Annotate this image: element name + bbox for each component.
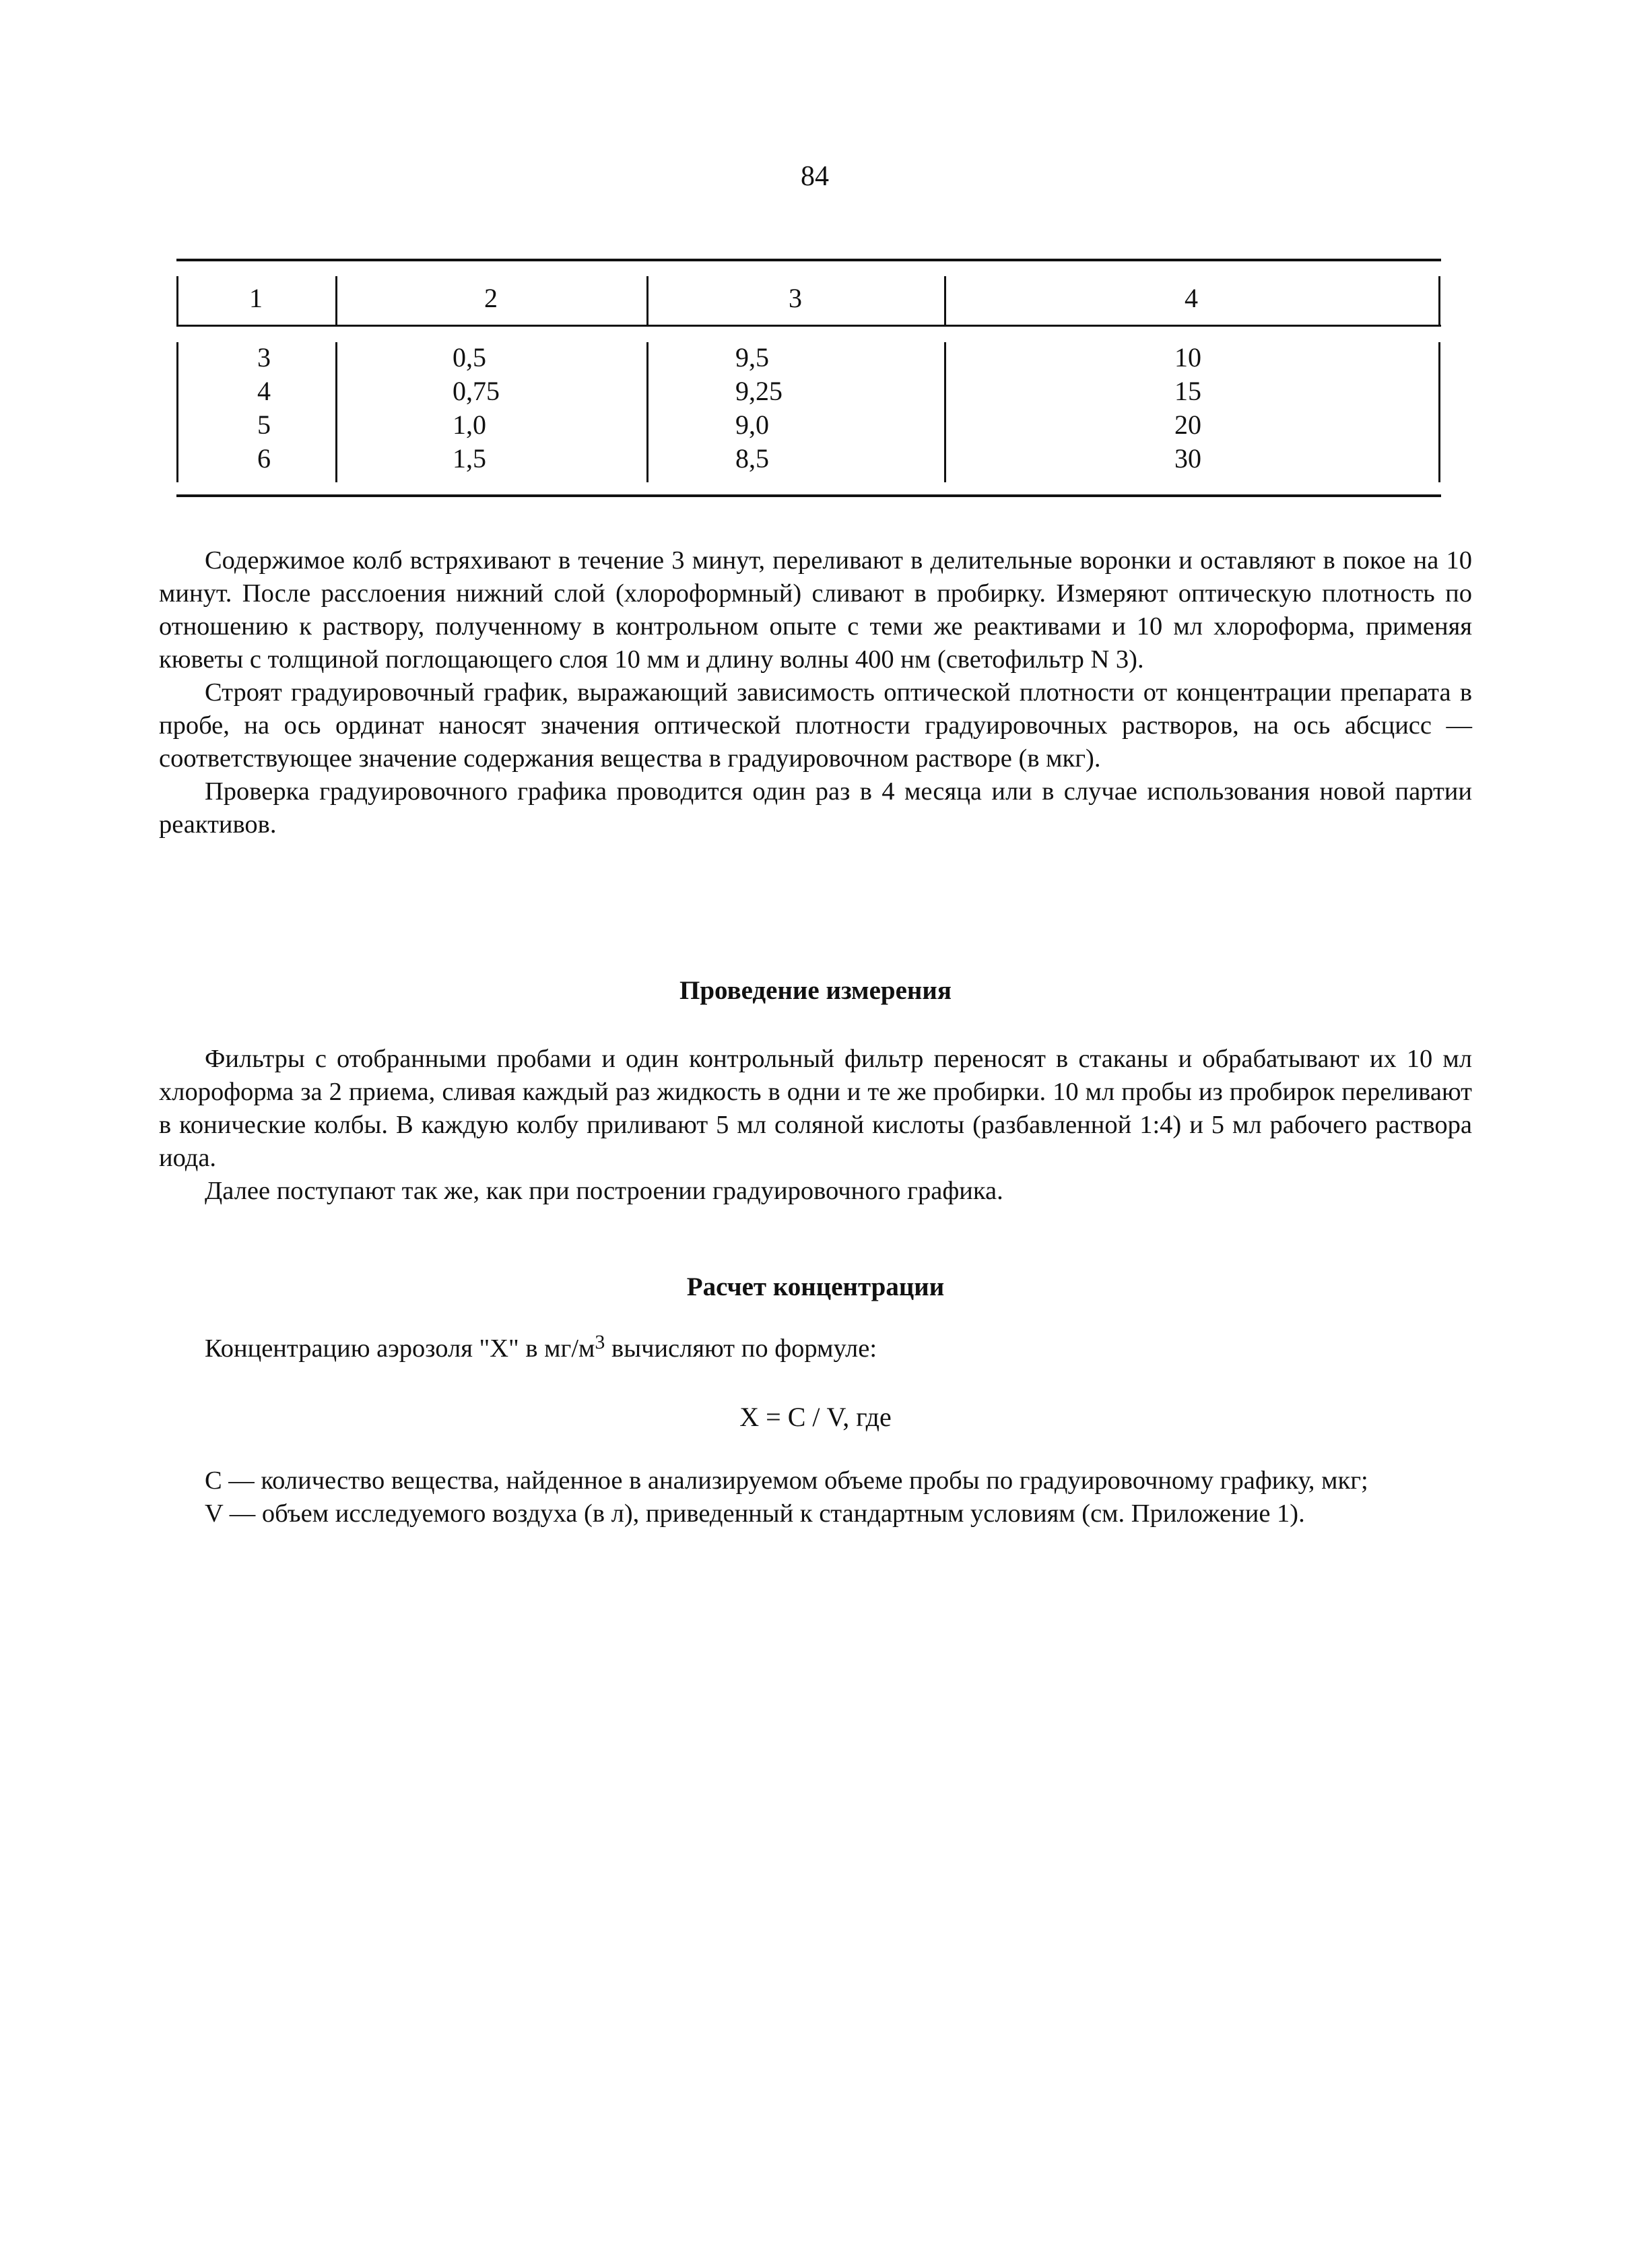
paragraph: Проверка градуировочного графика проводится один раз в 4 месяца или в случае использования новой партии реактивов. [159,777,1472,839]
section-heading-calculation: Расчет концентрации [686,1272,945,1301]
table-cell: 0,5 [453,342,486,372]
table-cell: 4 [257,376,271,406]
table-cell: 1,0 [453,410,486,440]
table-column-2 [453,341,500,476]
table-column-1 [257,341,271,476]
calibration-text [159,544,1472,841]
definitions [159,1464,1472,1530]
table-divider-2 [646,342,648,482]
table-column-3 [735,341,783,476]
intro-text: вычисляют по формуле: [605,1334,877,1363]
table-cell: 6 [257,443,271,474]
formula: Х = С / V, где [739,1402,892,1432]
table-cell: 10 [1174,342,1201,372]
table-bottom-rule [176,494,1441,497]
table-cell: 9,5 [735,342,769,372]
table-column-4 [1174,341,1201,476]
table-cell: 5 [257,410,271,440]
intro-text: Концентрацию аэрозоля "Х" в мг/м [205,1334,595,1363]
definition-item: С — количество вещества, найденное в анализируемом объеме пробы по градуировочному графику, мкг; [205,1466,1368,1495]
table-cell: 8,5 [735,443,769,474]
table-cell: 9,25 [735,376,783,406]
table-cell: 0,75 [453,376,500,406]
table-cell: 20 [1174,410,1201,440]
table-header-cell: 3 [789,283,802,313]
table-cell: 15 [1174,376,1201,406]
table-header-cell: 1 [249,283,263,313]
paragraph: Содержимое колб встряхивают в течение 3 минут, переливают в делительные воронки и оставляют в покое на 10 минут. После расслоения нижний слой (хлороформный) сливают в пробирку. Измеряют оптическую плотность по отношению к раствору, полученному в контрольном опыте с теми же реактивами и 10 мл хлороформа, применяя кюветы с толщиной поглощающего слоя 10 мм и длину волны 400 нм (светофильтр N 3). [159,546,1472,674]
definition-item: V — объем исследуемого воздуха (в л), приведенный к стандартным условиям (см. Приложение 1). [205,1499,1305,1528]
paragraph: Фильтры с отобранными пробами и один контрольный фильтр переносят в стаканы и обрабатывают их 10 мл хлороформа за 2 приема, сливая каждый раз жидкость в одни и те же пробирки. 10 мл пробы из пробирок переливают в конические колбы. В каждую колбу приливают 5 мл соляной кислоты (разбавленной 1:4) и 5 мл рабочего раствора иода. [159,1045,1472,1172]
paragraph: Далее поступают так же, как при построении градуировочного графика. [205,1177,1003,1205]
table-top-rule [176,259,1441,261]
page-number: 84 [801,161,829,192]
measurement-text [159,1043,1472,1208]
table-header-cell: 2 [484,283,498,313]
table-border-left [176,342,178,482]
table-cell: 1,5 [453,443,486,474]
paragraph: Строят градуировочный график, выражающий зависимость оптической плотности от концентрации препарата в пробе, на ось ординат наносят значения оптической плотности градуировочных растворов, на ось абсцисс — соответствующее значение содержания вещества в градуировочном растворе (в мкг). [159,678,1472,773]
table-border-right [1438,342,1440,482]
table-header-cell: 4 [1185,283,1198,313]
superscript: 3 [595,1331,605,1353]
table-border-right [1438,276,1440,325]
dilution-table [176,259,1441,498]
table-divider-3 [944,342,946,482]
calculation-intro [159,1332,1472,1365]
table-header-rule [176,325,1441,327]
table-cell: 30 [1174,443,1201,474]
section-heading-measurement: Проведение измерения [679,976,952,1005]
table-cell: 9,0 [735,410,769,440]
table-cell: 3 [257,342,271,372]
table-divider-1 [335,342,337,482]
paragraph [159,1332,1472,1365]
